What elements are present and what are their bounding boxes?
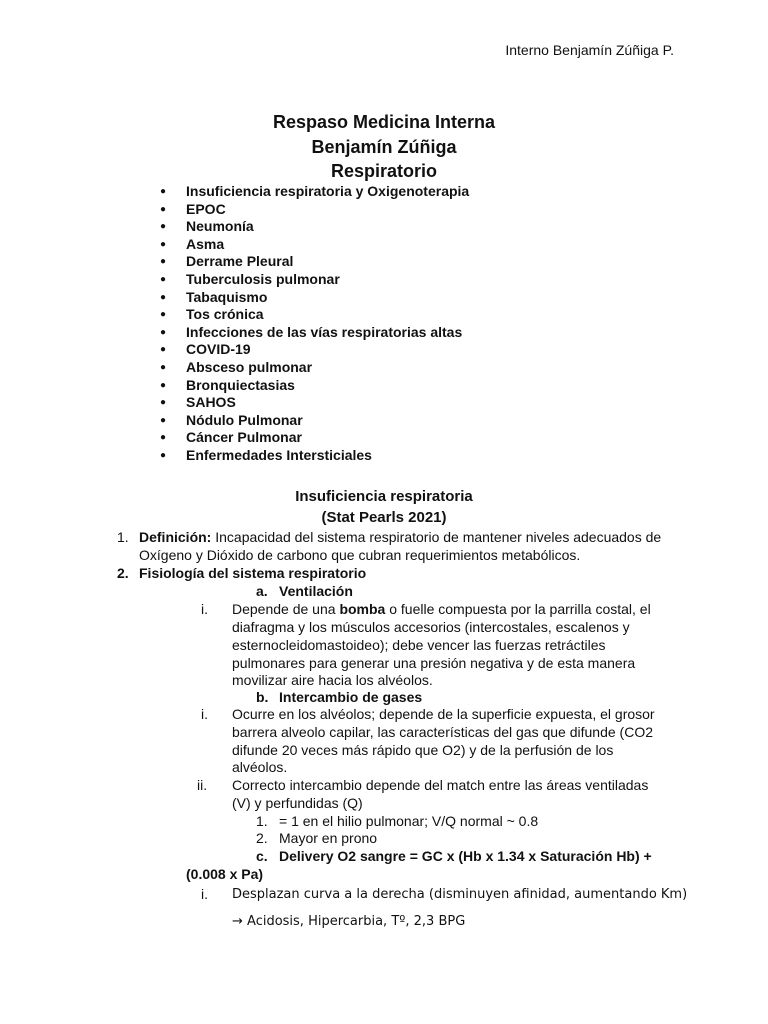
topic-label: Absceso pulmonar	[186, 359, 313, 375]
topic-list-item	[160, 236, 580, 254]
topic-label: Neumonía	[186, 218, 254, 235]
bullet-icon: ●	[160, 379, 167, 391]
topic-label: Tabaquismo	[186, 288, 268, 305]
topic-list-item	[160, 253, 580, 271]
topic-label: Asma	[186, 235, 225, 252]
bullet-icon: ●	[160, 344, 167, 356]
topic-list-item	[160, 412, 580, 430]
topic-list-item	[160, 218, 580, 236]
bullet-icon: ●	[160, 432, 167, 444]
topic-list-item	[160, 183, 580, 201]
bullet-icon: ●	[160, 203, 167, 215]
definition-label: Definición:	[139, 529, 212, 545]
c-i-line-1: Desplazan curva a la derecha (disminuyen afinidad, aumentando Km)	[232, 887, 688, 902]
a-i-line-5: movilizar aire hacia los alvéolos.	[232, 672, 433, 688]
bullet-icon: ●	[160, 397, 167, 409]
bullet-icon: ●	[160, 238, 167, 250]
a-i-number: i.	[201, 601, 208, 617]
bullet-icon: ●	[160, 274, 167, 285]
topic-label: Tos crónica	[186, 306, 264, 323]
item-2-label: Fisiología del sistema respiratorio	[139, 565, 367, 581]
doc-subject: Respiratorio	[330, 161, 438, 181]
topic-label: COVID-19	[186, 341, 251, 358]
bullet-icon: ●	[160, 291, 167, 303]
topic-label: Tuberculosis pulmonar	[186, 271, 340, 287]
b-ii-line-1: Correcto intercambio depende del match entre las áreas ventiladas	[232, 777, 649, 793]
topic-list-item	[160, 306, 580, 324]
b-ii-1-text: = 1 en el hilio pulmonar; V/Q normal ~ 0.8	[279, 813, 539, 829]
subitem-c-label: Delivery O2 sangre = GC x (Hb x 1.34 x Saturación Hb) +	[279, 848, 652, 864]
topic-label: Infecciones de las vías respiratorias altas	[186, 323, 463, 340]
definition-text-1: Incapacidad del sistema respiratorio de mantener niveles adecuados de	[211, 529, 662, 545]
section-title: Insuficiencia respiratoria	[295, 488, 473, 505]
a-i-line-2: diafragma y los músculos accesorios (intercostales, escalenos y	[232, 619, 630, 635]
topic-list-item	[160, 429, 580, 447]
b-i-line-2: barrera alveolo capilar, las características del gas que difunde (CO2	[232, 724, 653, 740]
c-i-number: i.	[201, 886, 208, 902]
subitem-a-label: Ventilación	[279, 583, 353, 599]
b-i-line-4: alvéolos.	[232, 759, 288, 775]
topic-label: Nódulo Pulmonar	[186, 411, 303, 428]
doc-title: Respaso Medicina Interna	[272, 112, 496, 132]
subitem-b-number: b.	[256, 689, 269, 705]
b-ii-line-2: (V) y perfundidas (Q)	[232, 795, 363, 811]
b-i-line-3: difunde 20 veces más rápido que O2) y de la perfusión de los	[232, 742, 614, 758]
subitem-c-continuation: (0.008 x Pa)	[186, 866, 264, 882]
topic-list-item	[160, 289, 580, 307]
section-source: (Stat Pearls 2021)	[321, 509, 447, 526]
item-1-line-2: Oxígeno y Dióxido de carbono que cubran requerimientos metabólicos.	[139, 547, 581, 563]
topic-list-item	[160, 447, 580, 465]
subitem-a-number: a.	[256, 583, 268, 599]
bullet-icon: ●	[160, 309, 167, 321]
topic-label: SAHOS	[186, 394, 236, 411]
b-ii-number: ii.	[197, 777, 208, 793]
bullet-icon: ●	[160, 414, 167, 426]
topic-label: Insuficiencia respiratoria y Oxigenoterapia	[186, 183, 470, 199]
bullet-icon: ●	[160, 221, 167, 233]
a-i-line-1	[232, 601, 651, 617]
bullet-icon: ●	[160, 326, 167, 338]
topic-label: EPOC	[186, 200, 226, 217]
topic-list-item	[160, 394, 580, 412]
topic-list-item	[160, 359, 580, 377]
subitem-b-label: Intercambio de gases	[279, 689, 423, 705]
bullet-icon: ●	[160, 186, 167, 197]
b-i-line-1: Ocurre en los alvéolos; depende de la superficie expuesta, el grosor	[232, 706, 655, 722]
a-i-bold: bomba	[339, 601, 386, 617]
topic-list-item	[160, 201, 580, 219]
subitem-c-number: c.	[256, 848, 268, 864]
topic-label: Cáncer Pulmonar	[186, 429, 302, 446]
a-i-line-4: pulmonares para generar una presión negativa y de esta manera	[232, 655, 636, 671]
topic-label: Bronquiectasias	[186, 376, 295, 393]
topic-list-item	[160, 324, 580, 342]
topic-list-item	[160, 377, 580, 395]
doc-author: Benjamín Zúñiga	[311, 137, 457, 157]
topic-list-item	[160, 341, 580, 359]
page-header-author: Interno Benjamín Zúñiga P.	[505, 42, 674, 58]
a-i-post: o fuelle compuesta por la parrilla costal, el	[385, 601, 651, 617]
b-ii-2-number: 2.	[256, 830, 268, 846]
b-ii-1-number: 1.	[256, 813, 268, 829]
item-1-number: 1.	[117, 529, 129, 545]
bullet-icon: ●	[160, 362, 167, 373]
item-2-number: 2.	[117, 565, 129, 581]
topic-label: Enfermedades Intersticiales	[186, 447, 372, 463]
b-ii-2-text: Mayor en prono	[279, 830, 378, 846]
a-i-pre: Depende de una	[232, 601, 340, 617]
item-1-line-1	[139, 529, 661, 545]
bullet-icon: ●	[160, 450, 167, 461]
bullet-icon: ●	[160, 256, 167, 268]
c-i-line-2: → Acidosis, Hipercarbia, Tº, 2,3 BPG	[232, 914, 466, 929]
topic-list-item	[160, 271, 580, 289]
topic-label: Derrame Pleural	[186, 253, 294, 270]
a-i-line-3: esternocleidomastoideo); debe vencer las fuerzas retráctiles	[232, 637, 606, 653]
b-i-number: i.	[201, 706, 208, 722]
